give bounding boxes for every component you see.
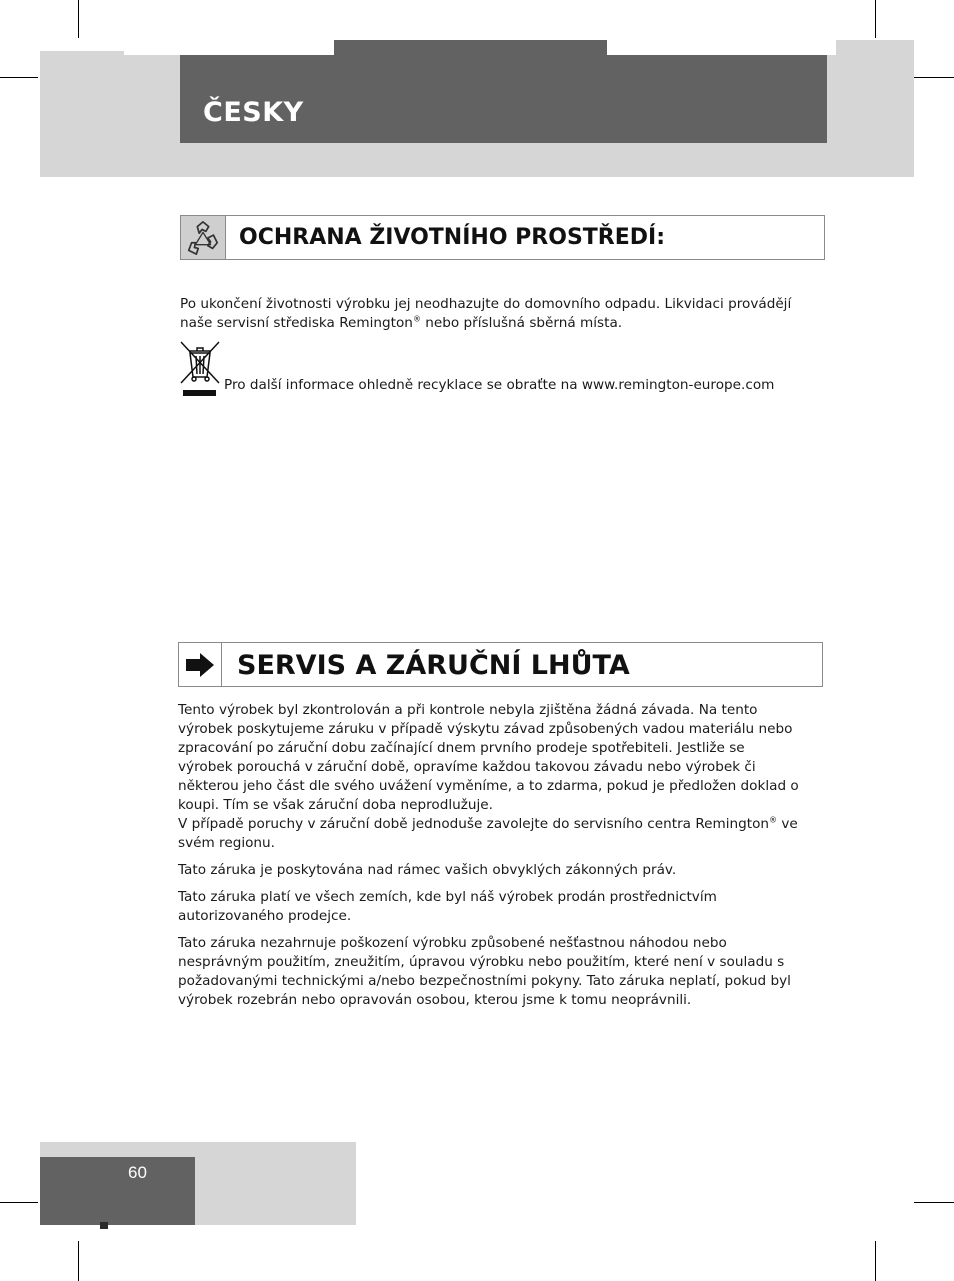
- recycle-icon-box: [181, 216, 226, 259]
- header-band-tab: [836, 40, 914, 56]
- arrow-right-icon: [184, 651, 216, 679]
- recycling-more-info: Pro další informace ohledně recyklace se obraťte na www.remington-europe.com: [224, 377, 775, 393]
- header-tab: [334, 40, 607, 56]
- registered-mark: ®: [769, 815, 778, 825]
- service-section-title: SERVIS A ZÁRUČNÍ LHŮTA: [237, 650, 630, 681]
- crop-mark: [78, 1241, 79, 1281]
- service-paragraph: Tato záruka platí ve všech zemích, kde byl náš výrobek prodán prostřednictvím autorizovaného prodejce.: [178, 889, 717, 924]
- header-band-tab: [40, 51, 124, 57]
- service-paragraph-text: V případě poruchy v záruční době jednoduše zavolejte do servisního centra Remington: [178, 816, 770, 832]
- crop-mark: [914, 1202, 954, 1203]
- environment-section-title: OCHRANA ŽIVOTNÍHO PROSTŘEDÍ:: [239, 225, 666, 250]
- environment-paragraph-text: Po ukončení životnosti výrobku jej neodhazujte do domovního odpadu. Likvidaci provádějí naše servisní střediska Remington: [180, 296, 792, 331]
- registered-mark: ®: [412, 314, 421, 324]
- language-title: ČESKY: [203, 97, 304, 128]
- crop-mark: [914, 77, 954, 78]
- crop-mark: [0, 77, 38, 78]
- service-paragraph: [178, 701, 802, 815]
- page-number: 60: [128, 1163, 147, 1182]
- service-paragraph-text: ve svém regionu.: [178, 816, 798, 851]
- footer-page-tab: [40, 1157, 195, 1225]
- service-paragraph: [178, 815, 802, 853]
- crop-mark: [875, 1241, 876, 1281]
- crop-mark: [0, 1202, 38, 1203]
- service-section-header: [178, 642, 823, 687]
- service-paragraph: Tato záruka nezahrnuje poškození výrobku způsobené nešťastnou náhodou nebo nesprávným použitím, zneužitím, úpravou výrobku nebo použitím, které není v souladu s požadovanými technickými a/nebo bezpečnostními pokyny. Tato záruka neplatí, pokud byl výrobek rozebrán nebo opravován osobou, kterou jsme k tomu neoprávnili.: [178, 935, 791, 1008]
- footer-notch: [100, 1222, 108, 1229]
- recycle-icon: [184, 219, 222, 257]
- crop-mark: [78, 0, 79, 38]
- service-paragraph: Tato záruka je poskytována nad rámec vašich obvyklých zákonných práv.: [178, 862, 677, 878]
- service-body: [178, 701, 802, 1018]
- crossed-bin-icon: [178, 339, 222, 401]
- environment-paragraph: [180, 295, 820, 333]
- crop-mark: [875, 0, 876, 38]
- environment-section-header: [180, 215, 825, 260]
- environment-paragraph-text: nebo příslušná sběrná místa.: [420, 315, 623, 331]
- service-paragraph-text: Tento výrobek byl zkontrolován a při kontrole nebyla zjištěna žádná závada. Na tento výrobek poskytujeme záruku v případě výskytu závad způsobených vadou materiálu nebo zpracování po záruční dobu začínající dnem prvního prodeje spotřebiteli. Jestliže se výrobek porouchá v záruční době, opravíme každou takovou závadu nebo výrobek či některou jeho část dle svého uvážení vyměníme, a to zdarma, pokud je předložen doklad o koupi. Tím se však záruční doba neprodlužuje.: [178, 702, 799, 813]
- arrow-icon-box: [179, 643, 222, 686]
